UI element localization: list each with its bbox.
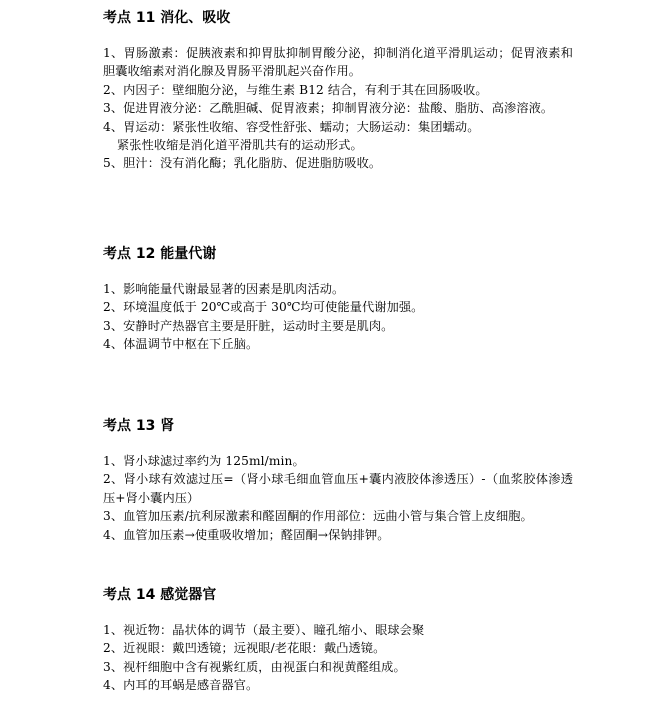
item-list: [103, 44, 573, 173]
list-item: 4、体温调节中枢在下丘脑。: [103, 337, 259, 352]
list-item: 1、视近物：晶状体的调节（最主要）、瞳孔缩小、眼球会聚: [103, 623, 425, 637]
list-item: 3、促进胃液分泌：乙酰胆碱、促胃液素；抑制胃液分泌：盐酸、脂肪、高渗溶液。: [103, 101, 554, 116]
item-list: [103, 280, 573, 354]
list-item-note: 紧张性收缩是消化道平滑肌共有的运动形式。: [117, 138, 363, 153]
section-title: 考点 11 消化、吸收: [103, 10, 231, 26]
section-kidney: [103, 417, 573, 544]
section-energy-metabolism: [103, 245, 573, 354]
section-title: 考点 13 肾: [103, 418, 175, 434]
list-item: 2、环境温度低于 20℃或高于 30℃均可使能量代谢加强。: [103, 300, 424, 315]
list-item: 3、安静时产热器官主要是肝脏，运动时主要是肌肉。: [103, 318, 394, 333]
item-list: [103, 621, 573, 695]
list-item: 4、血管加压素→使重吸收增加；醛固酮→保钠排钾。: [103, 527, 390, 542]
list-item: 1、影响能量代谢最显著的因素是肌肉活动。: [103, 282, 345, 296]
list-item: 1、肾小球滤过率约为 125ml/min。: [103, 454, 305, 468]
section-title: 考点 12 能量代谢: [103, 246, 217, 262]
list-item: 3、视杆细胞中含有视紫红质，由视蛋白和视黄醛组成。: [103, 659, 406, 674]
section-sensory-organs: [103, 586, 573, 695]
list-item: 5、胆汁：没有消化酶；乳化脂肪、促进脂肪吸收。: [103, 156, 382, 171]
list-item: 1、胃肠激素：促胰液素和抑胃肽抑制胃酸分泌，抑制消化道平滑肌运动；促胃液素和胆囊收缩素对消化腺及胃肠平滑肌起兴奋作用。: [103, 46, 573, 79]
list-item: 4、胃运动：紧张性收缩、容受性舒张、蠕动；大肠运动：集团蠕动。: [103, 119, 480, 134]
section-title: 考点 14 感觉器官: [103, 587, 217, 603]
list-item: 2、近视眼：戴凹透镜；远视眼/老花眼：戴凸透镜。: [103, 641, 386, 656]
list-item: 2、肾小球有效滤过压=（肾小球毛细血管血压+囊内液胶体渗透压）-（血浆胶体渗透压+肾小囊内压）: [103, 472, 573, 505]
list-item: 3、血管加压素/抗利尿激素和醛固酮的作用部位：远曲小管与集合管上皮细胞。: [103, 509, 533, 524]
list-item: 4、内耳的耳蜗是感音器官。: [103, 678, 259, 693]
item-list: [103, 452, 573, 544]
list-item: 2、内因子：壁细胞分泌，与维生素 B12 结合，有利于其在回肠吸收。: [103, 82, 488, 97]
section-digestion-absorption: [103, 9, 573, 173]
